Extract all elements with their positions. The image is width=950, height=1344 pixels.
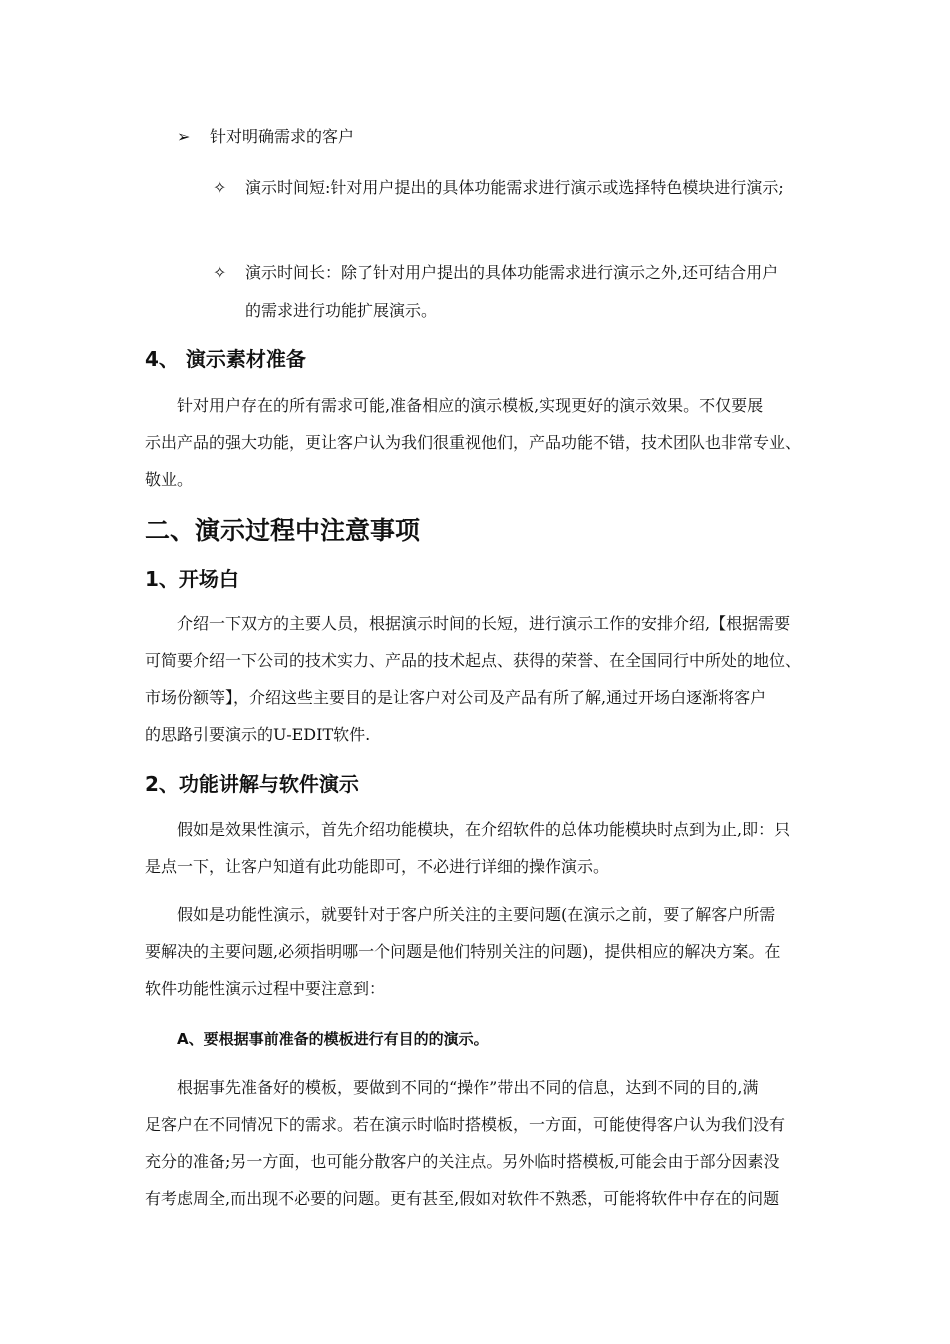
diamond-bullet-icon: ✧ <box>213 178 227 197</box>
paragraph-line: 软件功能性演示过程中要注意到： <box>145 979 386 998</box>
long-demo-item-line: 演示时间长：除了针对用户提出的具体功能需求进行演示之外,还可结合用户 <box>245 263 779 282</box>
paragraph-line: 有考虑周全,而出现不必要的问题。更有甚至,假如对软件不熟悉，可能将软件中存在的问题 <box>145 1189 780 1208</box>
paragraph-line: 是点一下，让客户知道有此功能即可，不必进行详细的操作演示。 <box>145 857 610 876</box>
long-demo-item-line: 的需求进行功能扩展演示。 <box>245 301 438 320</box>
paragraph-line: 假如是功能性演示，就要针对于客户所关注的主要问题(在演示之前，要了解客户所需 <box>177 905 776 924</box>
section-heading: 2、功能讲解与软件演示 <box>145 772 359 796</box>
paragraph-line: 敬业。 <box>145 470 194 489</box>
paragraph-line: 可简要介绍一下公司的技术实力、产品的技术起点、获得的荣誉、在全国同行中所处的地位、 <box>145 651 802 670</box>
paragraph-line: 充分的准备;另一方面，也可能分散客户的关注点。另外临时搭模板,可能会由于部分因素没 <box>145 1152 780 1171</box>
paragraph-line: 根据事先准备好的模板，要做到不同的“操作”带出不同的信息，达到不同的目的,满 <box>177 1078 759 1097</box>
clear-needs-heading: 针对明确需求的客户 <box>210 127 355 146</box>
section-heading: 4、 演示素材准备 <box>145 347 306 371</box>
paragraph-line: 介绍一下双方的主要人员，根据演示时间的长短，进行演示工作的安排介绍,【根据需要 <box>177 614 791 633</box>
arrow-bullet-icon: ➢ <box>177 127 191 146</box>
part-heading: 二、演示过程中注意事项 <box>145 516 421 545</box>
diamond-bullet-icon: ✧ <box>213 263 227 282</box>
subheading: A、要根据事前准备的模板进行有目的的演示。 <box>177 1030 489 1048</box>
paragraph-line: 要解决的主要问题,必须指明哪一个问题是他们特别关注的问题)，提供相应的解决方案。在 <box>145 942 781 961</box>
paragraph-line: 足客户在不同情况下的需求。若在演示时临时搭模板，一方面，可能使得客户认为我们没有 <box>145 1115 786 1134</box>
paragraph-line: 假如是效果性演示，首先介绍功能模块，在介绍软件的总体功能模块时点到为止,即：只 <box>177 820 791 839</box>
paragraph-line: 示出产品的强大功能，更让客户认为我们很重视他们，产品功能不错，技术团队也非常专业、 <box>145 433 802 452</box>
paragraph-line: 的思路引要演示的U-EDIT软件. <box>145 725 371 744</box>
section-heading: 1、开场白 <box>145 567 239 591</box>
short-demo-item: 演示时间短:针对用户提出的具体功能需求进行演示或选择特色模块进行演示; <box>245 178 784 197</box>
paragraph-line: 针对用户存在的所有需求可能,准备相应的演示模板,实现更好的演示效果。不仅要展 <box>177 396 764 415</box>
paragraph-line: 市场份额等】，介绍这些主要目的是让客户对公司及产品有所了解,通过开场白逐渐将客户 <box>145 688 767 707</box>
